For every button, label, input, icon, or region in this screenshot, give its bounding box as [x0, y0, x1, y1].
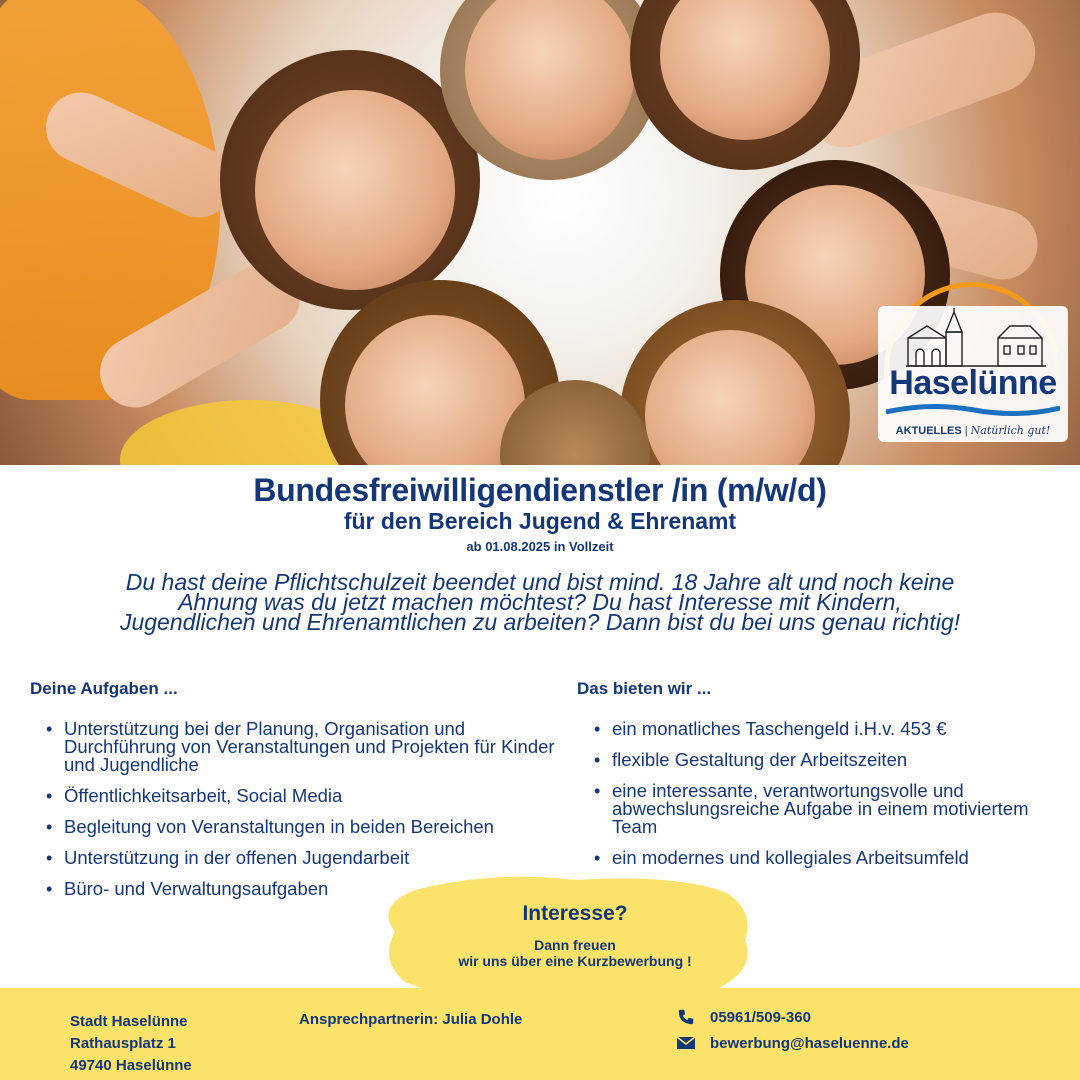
logo-tagline-bold: AKTUELLES: [895, 425, 962, 437]
cta-line: Dann freuen: [534, 937, 616, 953]
logo-church-icon: [906, 308, 1046, 368]
offers-heading: Das bieten wir ...: [577, 679, 712, 698]
cta-title: Interesse?: [522, 902, 628, 925]
logo-wave-icon: [886, 402, 1060, 418]
envelope-icon: [676, 1034, 696, 1052]
phone-number[interactable]: 05961/509-360: [710, 1008, 811, 1026]
cta-text: [375, 937, 775, 969]
phone-icon: [676, 1008, 696, 1026]
logo-tagline: [878, 424, 1068, 437]
tasks-heading: Deine Aufgaben ...: [30, 679, 178, 698]
email-address[interactable]: bewerbung@haseluenne.de: [710, 1034, 909, 1052]
list-item: • Begleitung von Veranstaltungen in beiden Bereichen: [46, 818, 556, 836]
cta-brush-stroke: [375, 870, 765, 1000]
logo-name: Haselünne: [889, 364, 1057, 402]
job-start-date: ab 01.08.2025 in Vollzeit: [466, 539, 614, 554]
footer-address: [70, 1011, 192, 1077]
hero-photo: [0, 0, 1080, 465]
job-title: Bundesfreiwilligendienstler /in (m/w/d): [253, 472, 827, 508]
logo-tagline-italic: Natürlich gut!: [970, 424, 1051, 437]
hero-face: [255, 90, 455, 290]
list-item: • Büro- und Verwaltungsaufgaben: [46, 880, 556, 898]
cta-line: wir uns über eine Kurzbewerbung !: [458, 953, 692, 969]
intro-line: Jugendlichen und Ehrenamtlichen zu arbeiten? Dann bist du bei uns genau richtig!: [119, 609, 961, 635]
list-item: • Unterstützung in der offenen Jugendarbeit: [46, 849, 556, 867]
list-item: • flexible Gestaltung der Arbeitszeiten: [594, 751, 1054, 769]
logo-tagline-separator: |: [964, 425, 968, 437]
job-subtitle: für den Bereich Jugend & Ehrenamt: [343, 508, 737, 534]
offers-list: [594, 720, 1054, 880]
list-item: • ein monatliches Taschengeld i.H.v. 453 €: [594, 720, 1054, 738]
footer-contact-person: Ansprechpartnerin: Julia Dohle: [299, 1011, 523, 1028]
intro-line: Ahnung was du jetzt machen möchtest? Du hast Interesse mit Kindern,: [178, 589, 902, 615]
address-line: Rathausplatz 1: [70, 1035, 176, 1052]
address-line: Stadt Haselünne: [70, 1013, 188, 1030]
list-item: • ein modernes und kollegiales Arbeitsumfeld: [594, 849, 1054, 867]
intro-line: Du hast deine Pflichtschulzeit beendet und bist mind. 18 Jahre alt und noch keine: [125, 569, 955, 595]
list-item: • Öffentlichkeitsarbeit, Social Media: [46, 787, 556, 805]
address-line: 49740 Haselünne: [70, 1057, 192, 1074]
footer-phone[interactable]: [676, 1008, 811, 1026]
footer-email[interactable]: [676, 1034, 909, 1052]
list-item: • eine interessante, verantwortungsvolle und abwechslungsreiche Aufgabe in einem motiviertem Team: [594, 782, 1054, 836]
list-item: • Unterstützung bei der Planung, Organisation und Durchführung von Veranstaltungen und Projekten für Kinder und Jugendliche: [46, 720, 556, 774]
intro-text: [40, 569, 1040, 635]
haseluenne-logo: [878, 282, 1068, 442]
